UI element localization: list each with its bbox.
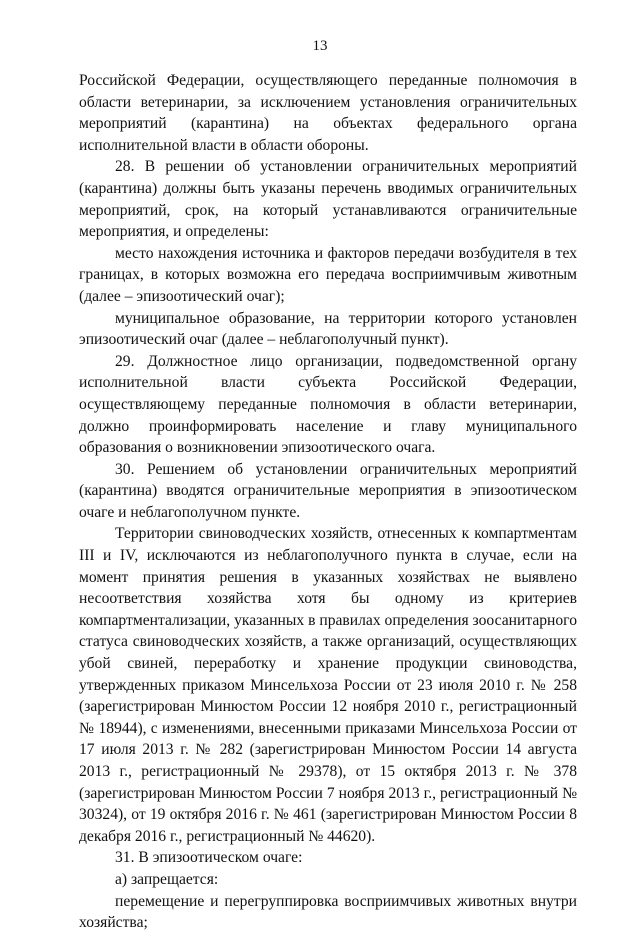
paragraph-28: 28. В решении об установлении ограничительных мероприятий (карантина) должны быть указаны перечень вводимых ограничительных мероприятий, срок, на который устанавливаются ограничительные мероприятия, и определены: [79, 158, 577, 241]
paragraph-31: 31. В эпизоотическом очаге: [115, 849, 303, 867]
paragraph-29: 29. Должностное лицо организации, подведомственной органу исполнительной власти субъекта Российской Федерации, осуществляющему переданные полномочия в области ветеринарии, должно проинформировать население и главу муниципального образования о возникновении эпизоотического очага. [79, 352, 577, 457]
paragraph-compartments: Территории свиноводческих хозяйств, отнесенных к компартментам III и IV, исключаются из неблагополучного пункта в случае, если на момент принятия решения в указанных хозяйствах не выявлено несоответствия хозяйства хотя бы одному из критериев компартментализации, указанных в правилах определения зоосанитарного статуса свиноводческих хозяйств, а также организаций, осуществляющих убой свиней, переработку и хранение продукции свиноводства, утвержденных приказом Минсельхоза России от 23 июля 2010 г. № 258 (зарегистрирован Минюстом России 12 ноября 2010 г., регистрационный № 18944), с изменениями, внесенными приказами Минсельхоза России от 17 июля 2013 г. № 282 (зарегистрирован Минюстом России 14 августа 2013 г., регистрационный № 29378), от 15 октября 2013 г. № 378 (зарегистрирован Минюстом России 7 ноября 2013 г., регистрационный № 30324), от 19 октября 2016 г. № 461 (зарегистрирован Минюстом России 8 декабря 2016 г., регистрационный № 44620). [79, 525, 577, 845]
paragraph-30: 30. Решением об установлении ограничительных мероприятий (карантина) вводятся ограничительные мероприятия в эпизоотическом очаге и неблагополучном пункте. [79, 460, 577, 521]
paragraph-31-a: а) запрещается: [115, 870, 219, 888]
paragraph-focus-location: место нахождения источника и факторов передачи возбудителя в тех границах, в которых возможна его передача восприимчивым животным (далее – эпизоотический очаг); [79, 244, 577, 305]
paragraph-continuation: Российской Федерации, осуществляющего переданные полномочия в области ветеринарии, за исключением установления ограничительных мероприятий (карантина) на объектах федерального органа исполнительной власти в области обороны. [79, 72, 577, 154]
paragraph-prohibition-item: перемещение и перегруппировка восприимчивых животных внутри хозяйства; [79, 892, 577, 932]
paragraph-municipality: муниципальное образование, на территории которого установлен эпизоотический очаг (далее – неблагополучный пункт). [79, 309, 577, 349]
page-number: 13 [312, 38, 328, 54]
document-body [79, 70, 577, 934]
